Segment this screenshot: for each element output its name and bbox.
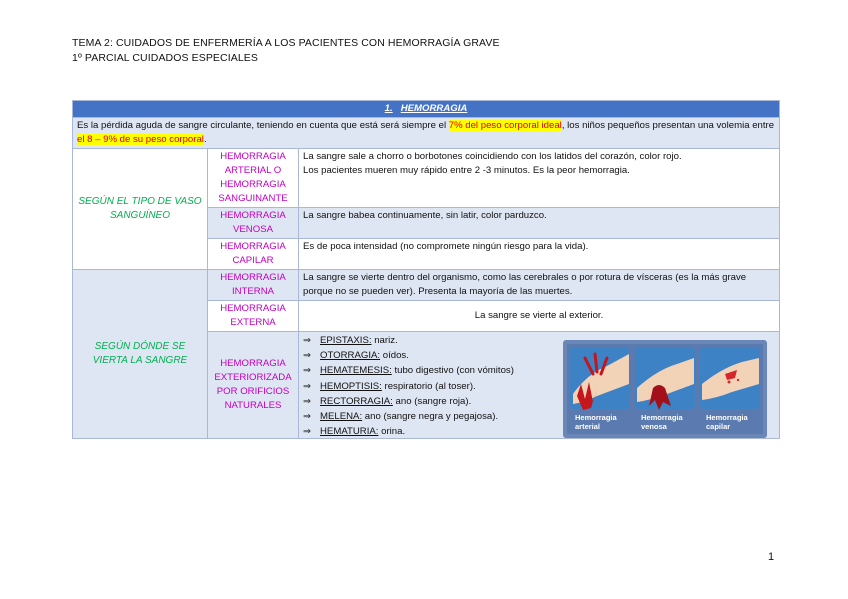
- desc-capilar: Es de poca intensidad (no compromete ningún riesgo para la vida).: [299, 239, 780, 270]
- term-epistaxis: EPISTAXIS:: [320, 335, 372, 346]
- table-title-text: HEMORRAGIA: [400, 103, 468, 114]
- term-desc: ano (sangre negra y pegajosa).: [362, 411, 499, 423]
- venous-panel: [635, 347, 695, 410]
- arrow-icon: ⇒: [303, 426, 312, 438]
- highlight-7-percent: 7% del peso corporal ideal: [448, 120, 562, 131]
- category-tipo-vaso: SEGÚN EL TIPO DE VASO SANGUÍNEO: [73, 149, 208, 270]
- arrow-icon: ⇒: [303, 350, 312, 362]
- definition-text-3: .: [203, 134, 207, 145]
- arterial-panel: [570, 347, 630, 410]
- table-title: [73, 101, 780, 118]
- desc-exteriorizada: [299, 332, 780, 439]
- highlight-8-9-percent: el 8 – 9% de su peso corporal: [77, 134, 204, 145]
- definition-text-2: , los niños pequeños presentan una volemia entre: [561, 120, 775, 131]
- category-donde-vierta: SEGÚN DÓNDE SE VIERTA LA SANGRE: [73, 270, 208, 439]
- arrow-icon: ⇒: [303, 335, 312, 346]
- definition-cell: [73, 118, 780, 149]
- desc-venosa: La sangre babea continuamente, sin latir, color parduzco.: [299, 208, 780, 239]
- term-otorragia: OTORRAGIA:: [320, 350, 381, 362]
- term-desc: nariz.: [371, 335, 398, 346]
- fig-label-capilar-1: Hemorragia: [706, 413, 748, 422]
- fig-label-capilar-2: capilar: [706, 422, 731, 431]
- term-desc: orina.: [378, 426, 406, 438]
- capillary-panel: [700, 347, 760, 409]
- term-hemoptisis: HEMOPTISIS:: [320, 380, 382, 392]
- type-interna: HEMORRAGIA INTERNA: [208, 270, 299, 301]
- desc-arterial-line1: La sangre sale a chorro o borbotones coincidiendo con los latidos del corazón, color rojo.: [303, 151, 682, 162]
- hemorrhage-illustration: [567, 344, 763, 434]
- desc-interna: La sangre se vierte dentro del organismo, como las cerebrales o por rotura de vísceras (es la más grave porque no se pueden ver). Presenta la mayoría de las muertes.: [299, 270, 780, 301]
- table-title-number: 1.: [384, 103, 393, 114]
- term-rectorragia: RECTORRAGIA:: [320, 395, 393, 407]
- document-subtitle: 1º PARCIAL CUIDADOS ESPECIALES: [72, 52, 258, 64]
- definition-text-1: Es la pérdida aguda de sangre circulante, teniendo en cuenta que está será siempre el: [77, 120, 449, 131]
- hemorragia-table: [72, 100, 780, 439]
- term-desc: tubo digestivo (con vómitos): [391, 365, 514, 377]
- type-venosa: HEMORRAGIA VENOSA: [208, 208, 299, 239]
- term-hematemesis: HEMATEMESIS:: [320, 365, 392, 377]
- arrow-icon: ⇒: [303, 380, 312, 392]
- term-hematuria: HEMATURIA:: [320, 426, 379, 438]
- page-number: 1: [768, 551, 775, 563]
- desc-externa: La sangre se vierte al exterior.: [299, 301, 780, 332]
- type-externa: HEMORRAGIA EXTERNA: [208, 301, 299, 332]
- term-desc: respiratorio (al toser).: [381, 380, 476, 392]
- desc-arterial: [299, 149, 780, 208]
- arrow-icon: ⇒: [303, 411, 312, 423]
- type-exteriorizada: HEMORRAGIA EXTERIORIZADA POR ORIFICIOS NATURALES: [208, 332, 299, 439]
- document-title: TEMA 2: CUIDADOS DE ENFERMERÍA A LOS PACIENTES CON HEMORRAGÍA GRAVE: [72, 37, 500, 49]
- hemorrhage-types-figure: [563, 340, 767, 438]
- type-arterial: HEMORRAGIA ARTERIAL O HEMORRAGIA SANGUINANTE: [208, 149, 299, 208]
- fig-label-venosa-2: venosa: [641, 422, 667, 431]
- type-capilar: HEMORRAGIA CAPILAR: [208, 239, 299, 270]
- term-desc: ano (sangre roja).: [392, 395, 472, 407]
- arrow-icon: ⇒: [303, 395, 312, 407]
- fig-label-arterial-2: arterial: [575, 422, 601, 431]
- term-melena: MELENA:: [320, 411, 363, 423]
- arrow-icon: ⇒: [303, 365, 312, 377]
- fig-label-arterial-1: Hemorragia: [575, 413, 617, 422]
- desc-arterial-line2: Los pacientes mueren muy rápido entre 2 -3 minutos. Es la peor hemorragia.: [303, 165, 630, 176]
- term-desc: oídos.: [380, 350, 409, 362]
- fig-label-venosa-1: Hemorragia: [641, 413, 683, 422]
